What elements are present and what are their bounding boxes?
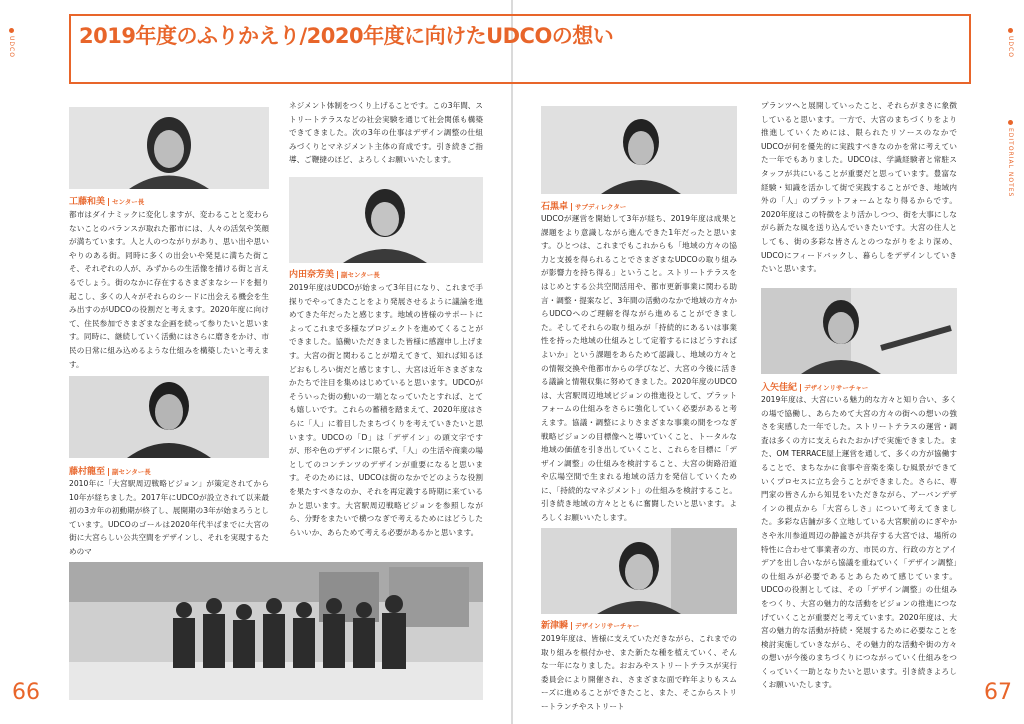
photo-kudo bbox=[69, 107, 269, 189]
text-kudo: 都市はダイナミックに変化しますが、変わることと変わらないことのバランスが取れた都市には、人々の活気や笑顔が満ちています。人と人のつながりがあり、思い出や思いやりのある街。同時に多くの出会いや発見に満ちた街こそ、それぞれの人が、みずからの生活像を描ける街と言えるでしょう。街のなかに存在するさまざまなシードを掘り起こし、多くの人々がそれらのシードに出会える機会を生み出すのがUDCOの役割だと考えます。2020年度に向けて、住民参加でさまざまな企画を続って参りたいと思います。同時に、継続していく活動にはさらに磨きをかけ、市民の日常に組み込めるような仕組みを構築したいと考えます。 bbox=[69, 210, 269, 369]
name-iriya: 入矢佳紀 デザインリサーチャー bbox=[761, 383, 869, 393]
name-niitsu: 新津瞬 デザインリサーチャー bbox=[541, 621, 640, 631]
text-iriya: 2019年度は、大宮にいる魅力的な方々と知り合い、多くの場で協働し、あらためて大宮の方々の街への想いの強さを実感した一年でした。ストリートテラスの運営・調査は多くの方に支えられたおかげで実施できました。また、OM TERRACE屋上運営を通して、多くの方が協働することで、まちなかに食事や音楽を楽しむ風景ができていくプロセスに立ち会うことができました。さらに、専門家の皆さんから知見をいただきながら、アーバンデザインの視点から「大宮らしさ」について考えてきました。多彩な店舗が多く立地している大宮駅前のにぎやかさや氷川参道周辺の静謐さが共存する大宮では、場所の特性に合わせて事業者の方、市民の方、行政の方とアイデアを出し合いながら協議を重ねていく「デザイン調整」の仕組みが必要であるとあらためて感じています。UDCOの役割としては、その「デザイン調整」の仕組みをつくり、大宮の魅力的な活動をビジョンの推進につなげていくことが重要だと考えています。2020年度は、大宮の魅力的な活動が持続・発展するために必要なことを検討実施していきながら、その魅力的な活動や街の方々の想いが今後のまちづくりにつながっていく仕組みをつくっていく一助となりたいと思います。引き続きよろしくお願いいたします。 bbox=[761, 395, 957, 690]
page-title: 2019年度のふりかえり/2020年度に向けたUDCOの想い bbox=[79, 24, 614, 48]
side-label-right-top: UDCO bbox=[1007, 28, 1014, 58]
name-ishiguro: 石黒卓 サブディレクター bbox=[541, 202, 627, 212]
name-kudo: 工藤和美 センター長 bbox=[69, 197, 145, 207]
dot-icon bbox=[9, 28, 14, 33]
photo-niitsu bbox=[541, 528, 737, 614]
side-label-left: UDCO bbox=[8, 28, 15, 58]
photo-ishiguro bbox=[541, 106, 737, 194]
dot-icon bbox=[1008, 28, 1013, 33]
photo-group bbox=[69, 562, 483, 700]
photo-iriya bbox=[761, 288, 957, 374]
title-box bbox=[69, 14, 971, 84]
name-fujimura: 藤村龍至 副センター長 bbox=[69, 467, 151, 477]
page-number-right: 67 bbox=[984, 680, 1012, 705]
text-ishiguro: UDCOが運営を開始して3年が経ち、2019年度は成果と課題をより意識しながら進んできた1年だったと思います。ひとつは、これまでもこれからも「地域の方々の協力と支援を得られることでさまざまなUDCOの取り組みが影響力を持ち得る」ということ。ストリートテラスをはじめとする公共空間活用や、都市更新事業に関わる助言・調整・提案など、3年間の活動のなかで地域の方々からUDCOへのご理解を得ながら進めることができました。そしてそれらの取り組みが「持続的にあるいは事業性を持った地域の仕組みとして定着するにはどうすればよいか」という課題をあらためて認識し、地域の方々との情報交換や他都市からの学びなど、大宮の今後に活きる議論と情報収集に努めてきました。2020年度のUDCOは、大宮駅周辺地域ビジョンの推進役として、プラットフォームの仕組みをさらに強化していく必要があると考えます。協議・調整によりさまざまな事業の間をつなぎ戦略ビジョンの目標像へと導いていくこと、トータルな地域の価値を引き出していくこと、これらを目標に「デザイン調整」の仕組みを検討すること、大宮の街路沿道や広場空間で生まれる地域の活力を発信していくために、「持続的なマネジメント」の仕組みを検討すること。引き続き地域の方々とともに奮闘したいと思います。よろしくお願いいたします。 bbox=[541, 214, 737, 523]
page-fold bbox=[511, 0, 513, 724]
text-niitsu: 2019年度は、皆様に支えていただきながら、これまでの取り組みを根付かせ、また新たな種を植えていく、そんな一年になりました。おおみやストリートテラスが実行委員会により開催され、さまざまな面で昨年よりもスムーズに進めることができたこと、また、そこからストリートランチやストリート bbox=[541, 634, 737, 711]
photo-fujimura bbox=[69, 376, 269, 458]
name-uchida: 内田奈芳美 副センター長 bbox=[289, 270, 380, 280]
dot-icon bbox=[1008, 120, 1013, 125]
page-number-left: 66 bbox=[12, 680, 40, 705]
text-fujimura-continued: ネジメント体制をつくり上げることです。この3年間、ストリートテラスなどの社会実験を通じて社会関係も構築できてきました。次の3年の仕事はデザイン調整の仕組みづくりとマネジメント主体の育成です。引き続きご指導、ご鞭撻のほど、よろしくお願いいたします。 bbox=[289, 101, 483, 165]
photo-uchida bbox=[289, 177, 483, 263]
text-fujimura: 2010年に「大宮駅周辺戦略ビジョン」が策定されてから10年が経ちました。2017年にUDCOが設立されて以来最初の3カ年の初動期が終了し、展開期の3年が始まろうとしています。UDCOのゴールは2020年代半ばまでに大宮の街に大宮らしい公共空間をデザインし、それを実現するためのマ bbox=[69, 479, 269, 556]
text-uchida: 2019年度はUDCOが始まって3年目になり、これまで手探りでやってきたことをより発展させるように議論を進めてきた年だったと感じます。地域の皆様のサポートによってこれまで多様なプロジェクトを進めてくることができました。協働いただきました皆様に感謝申し上げます。大宮の街と関わることが増えてきて、知れば知るほどおもしろい街だと感じますし、大宮は近年さまざまなかたちで注目を集めはじめていると思います。UDCOがそういった街の動いの一端となっていたとすれば、とても嬉しいです。これらの蓄積を踏まえて、2020年度はさらに「人」に着目したまちづくりを考えていきたいと思います。UDCOの「D」は「デザイン」の頭文字ですが、形や色のデザインに限らず、「人」の生活や商業の場としてのコンテンツのデザインが重要になると思います。そのためには、UDCOは街のなかでどのような役割を果たすべきなのか、それを再定義する時期に来ているかと思います。大宮駅周辺戦略ビジョンを参照しながら、分野をまたいで横つなぎで考えるためにはどうしたらいいか、あらためて考える必要があるかと思います。 bbox=[289, 283, 483, 537]
text-niitsu-continued: プランツへと展開していったこと、それらがまさに象徴していると思います。一方で、大宮のまちづくりをより推進していくためには、限られたリソースのなかでUDCOが何を優先的に実践すべきなのかを常に考えていた一年でもありました。UDCOは、学識経験者と常駐スタッフが共にいることが重要だと思っています。豊富な経験・知識を活かして街で実践することができ、地域内外の「人」のプラットフォームとなり得るからです。2020年度はこの特徴をより活かしつつ、街を大事にしながら新たな風を送り込んでいきたいです。大宮の住人としても、街の多彩な皆さんとのつながりをより深め、UDCOにフィードバックし、暮らしをデザインしていきたいと思います。 bbox=[761, 101, 957, 274]
side-label-right-editorial: EDITORIAL NOTES bbox=[1007, 120, 1014, 197]
